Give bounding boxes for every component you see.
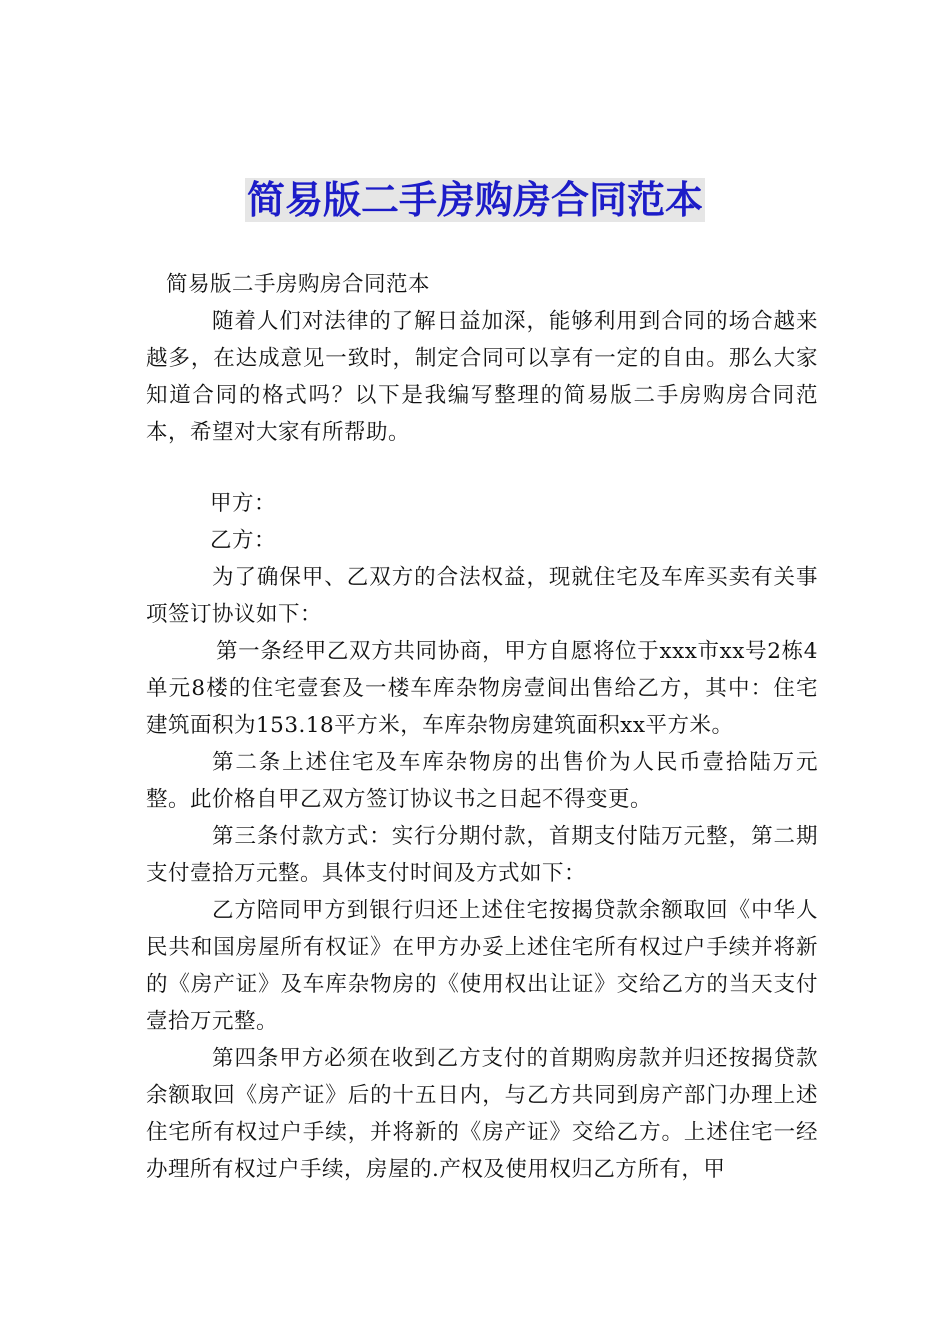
party-a-label: 甲方：	[210, 491, 277, 516]
article-2-paragraph: 第二条上述住宅及车库杂物房的出售价为人民币壹拾陆万元整。此价格自甲乙双方签订协议书之日起不得变更。	[146, 750, 818, 812]
document-body	[146, 266, 818, 1188]
document-subtitle: 简易版二手房购房合同范本	[166, 272, 431, 297]
preamble-paragraph: 为了确保甲、乙双方的合法权益，现就住宅及车库买卖有关事项签订协议如下：	[146, 565, 818, 627]
party-b-label: 乙方：	[210, 528, 277, 553]
article-3-detail-paragraph: 乙方陪同甲方到银行归还上述住宅按揭贷款余额取回《中华人民共和国房屋所有权证》在甲方办妥上述住宅所有权过户手续并将新的《房产证》及车库杂物房的《使用权出让证》交给乙方的当天支付壹拾万元整。	[146, 898, 818, 1034]
document-title-text: 简易版二手房购房合同范本	[246, 178, 703, 222]
article-1-paragraph: 第一条经甲乙双方共同协商，甲方自愿将位于xxx市xx号2栋4单元8楼的住宅壹套及一楼车库杂物房壹间出售给乙方，其中：住宅建筑面积为153.18平方米，车库杂物房建筑面积xx平方米。	[146, 639, 818, 738]
paragraph-gap	[146, 451, 818, 485]
intro-paragraph: 随着人们对法律的了解日益加深，能够利用到合同的场合越来越多，在达成意见一致时，制定合同可以享有一定的自由。那么大家知道合同的格式吗？以下是我编写整理的简易版二手房购房合同范本，希望对大家有所帮助。	[146, 309, 818, 445]
article-4-paragraph: 第四条甲方必须在收到乙方支付的首期购房款并归还按揭贷款余额取回《房产证》后的十五日内，与乙方共同到房产部门办理上述住宅所有权过户手续，并将新的《房产证》交给乙方。上述住宅一经办理所有权过户手续，房屋的.产权及使用权归乙方所有，甲	[146, 1046, 818, 1182]
document-title	[0, 176, 950, 224]
article-3-paragraph: 第三条付款方式：实行分期付款，首期支付陆万元整，第二期支付壹拾万元整。具体支付时间及方式如下：	[146, 824, 818, 886]
